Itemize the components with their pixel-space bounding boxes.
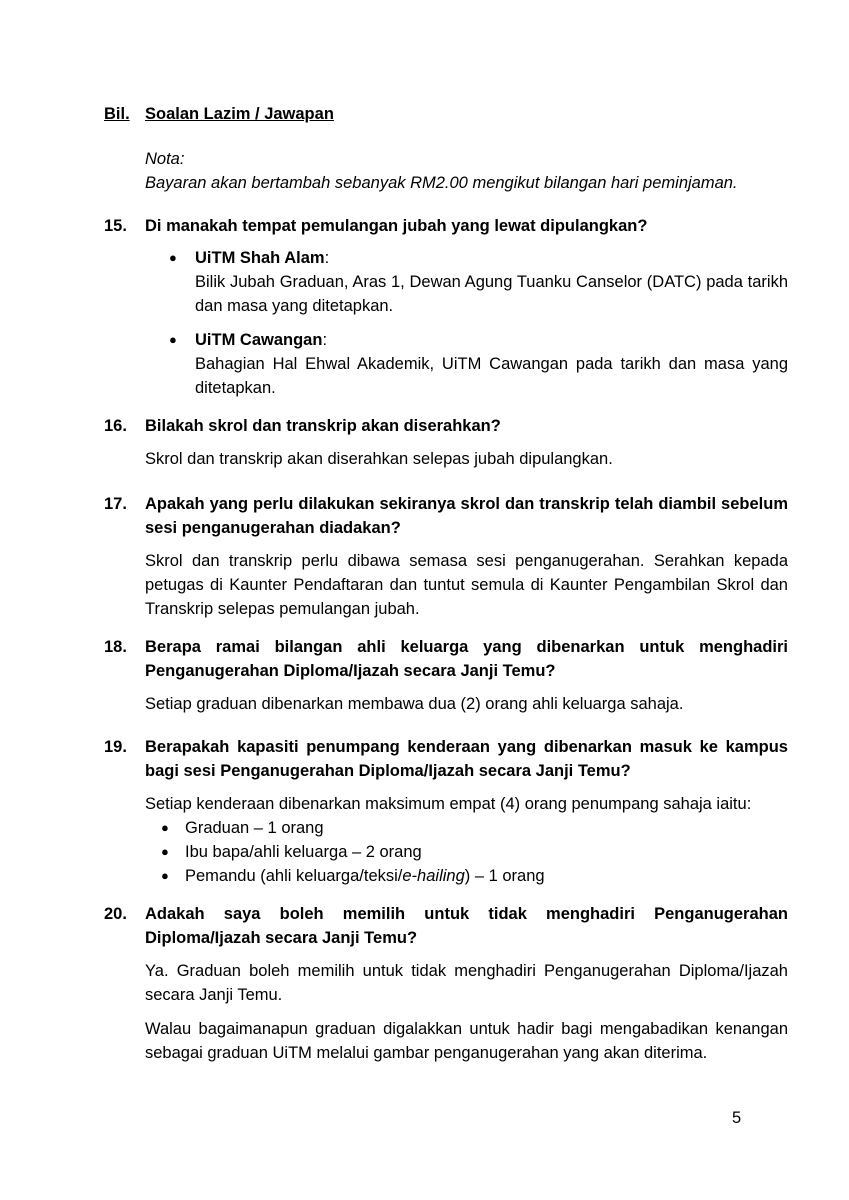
answer-text: Ya. Graduan boleh memilih untuk tidak menghadiri Penganugerahan Diploma/Ijazah secara Janji Temu.: [145, 962, 788, 1004]
question-text: Berapakah kapasiti penumpang kenderaan yang dibenarkan masuk ke kampus bagi sesi Penganugerahan Diploma/Ijazah secara Janji Temu?: [145, 738, 788, 780]
question-number: 15.: [104, 217, 127, 235]
answer-text: Skrol dan transkrip perlu dibawa semasa sesi penganugerahan. Serahkan kepada petugas di Kaunter Pendaftaran dan tuntut semula di Kaunter Pengambilan Skrol dan Transkrip selepas pemulangan jubah.: [145, 552, 788, 618]
list-item-text: Graduan – 1 orang: [185, 819, 324, 837]
faq-item-18: [104, 635, 788, 716]
bullet-icon: ●: [161, 820, 169, 835]
faq-item-15: [104, 214, 788, 400]
list-item: [145, 840, 788, 864]
question-text: Berapa ramai bilangan ahli keluarga yang dibenarkan untuk menghadiri Penganugerahan Diploma/Ijazah secara Janji Temu?: [145, 638, 788, 680]
faq-item-19: [104, 735, 788, 888]
answer-text-2: Walau bagaimanapun graduan digalakkan untuk hadir bagi mengabadikan kenangan sebagai graduan UiTM melalui gambar penganugerahan yang akan diterima.: [145, 1020, 788, 1062]
bullet-icon: ●: [169, 250, 177, 265]
passenger-list: [145, 816, 788, 888]
note-text: Bayaran akan bertambah sebanyak RM2.00 mengikut bilangan hari peminjaman.: [145, 174, 738, 192]
question-number: 20.: [104, 905, 127, 923]
faq-item-17: [104, 492, 788, 621]
question-text: Apakah yang perlu dilakukan sekiranya skrol dan transkrip telah diambil sebelum sesi penganugerahan diadakan?: [145, 495, 788, 537]
header-title: Soalan Lazim / Jawapan: [145, 105, 334, 123]
faq-item-20: [104, 902, 788, 1065]
answer-text: Setiap kenderaan dibenarkan maksimum empat (4) orang penumpang sahaja iaitu:: [145, 795, 752, 813]
answer-text: Skrol dan transkrip akan diserahkan selepas jubah dipulangkan.: [145, 450, 613, 468]
question-text: Adakah saya boleh memilih untuk tidak menghadiri Penganugerahan Diploma/Ijazah secara Janji Temu?: [145, 905, 788, 947]
note-block: [145, 147, 790, 195]
question-text: Di manakah tempat pemulangan jubah yang lewat dipulangkan?: [145, 217, 648, 235]
bullet-icon: ●: [161, 844, 169, 859]
list-item-text: Ibu bapa/ahli keluarga – 2 orang: [185, 843, 422, 861]
campus-name: UiTM Shah Alam: [195, 249, 325, 267]
campus-description: Bilik Jubah Graduan, Aras 1, Dewan Agung Tuanku Canselor (DATC) pada tarikh dan masa yang ditetapkan.: [195, 273, 788, 315]
list-item: [145, 816, 788, 840]
campus-name: UiTM Cawangan: [195, 331, 323, 349]
list-item-text-italic: e-hailing: [402, 867, 465, 885]
question-number: 17.: [104, 495, 127, 513]
bullet-icon: ●: [169, 332, 177, 347]
list-item-text-end: ) – 1 orang: [464, 867, 545, 885]
question-number: 18.: [104, 638, 127, 656]
campus-item: [145, 246, 788, 318]
bullet-icon: ●: [161, 868, 169, 883]
answer-text: Setiap graduan dibenarkan membawa dua (2) orang ahli keluarga sahaja.: [145, 695, 684, 713]
note-label: Nota:: [145, 150, 185, 168]
campus-item: [145, 328, 788, 400]
list-item-text-start: Pemandu (ahli keluarga/teksi/: [185, 867, 403, 885]
campus-colon: :: [322, 331, 328, 349]
header-bil: Bil.: [104, 105, 130, 123]
campus-description: Bahagian Hal Ehwal Akademik, UiTM Cawangan pada tarikh dan masa yang ditetapkan.: [195, 355, 788, 397]
list-item: [145, 864, 788, 888]
faq-item-16: [104, 414, 788, 471]
question-number: 16.: [104, 417, 127, 435]
campus-colon: :: [324, 249, 330, 267]
question-number: 19.: [104, 738, 127, 756]
page-number: 5: [732, 1109, 742, 1127]
question-text: Bilakah skrol dan transkrip akan diserahkan?: [145, 417, 501, 435]
